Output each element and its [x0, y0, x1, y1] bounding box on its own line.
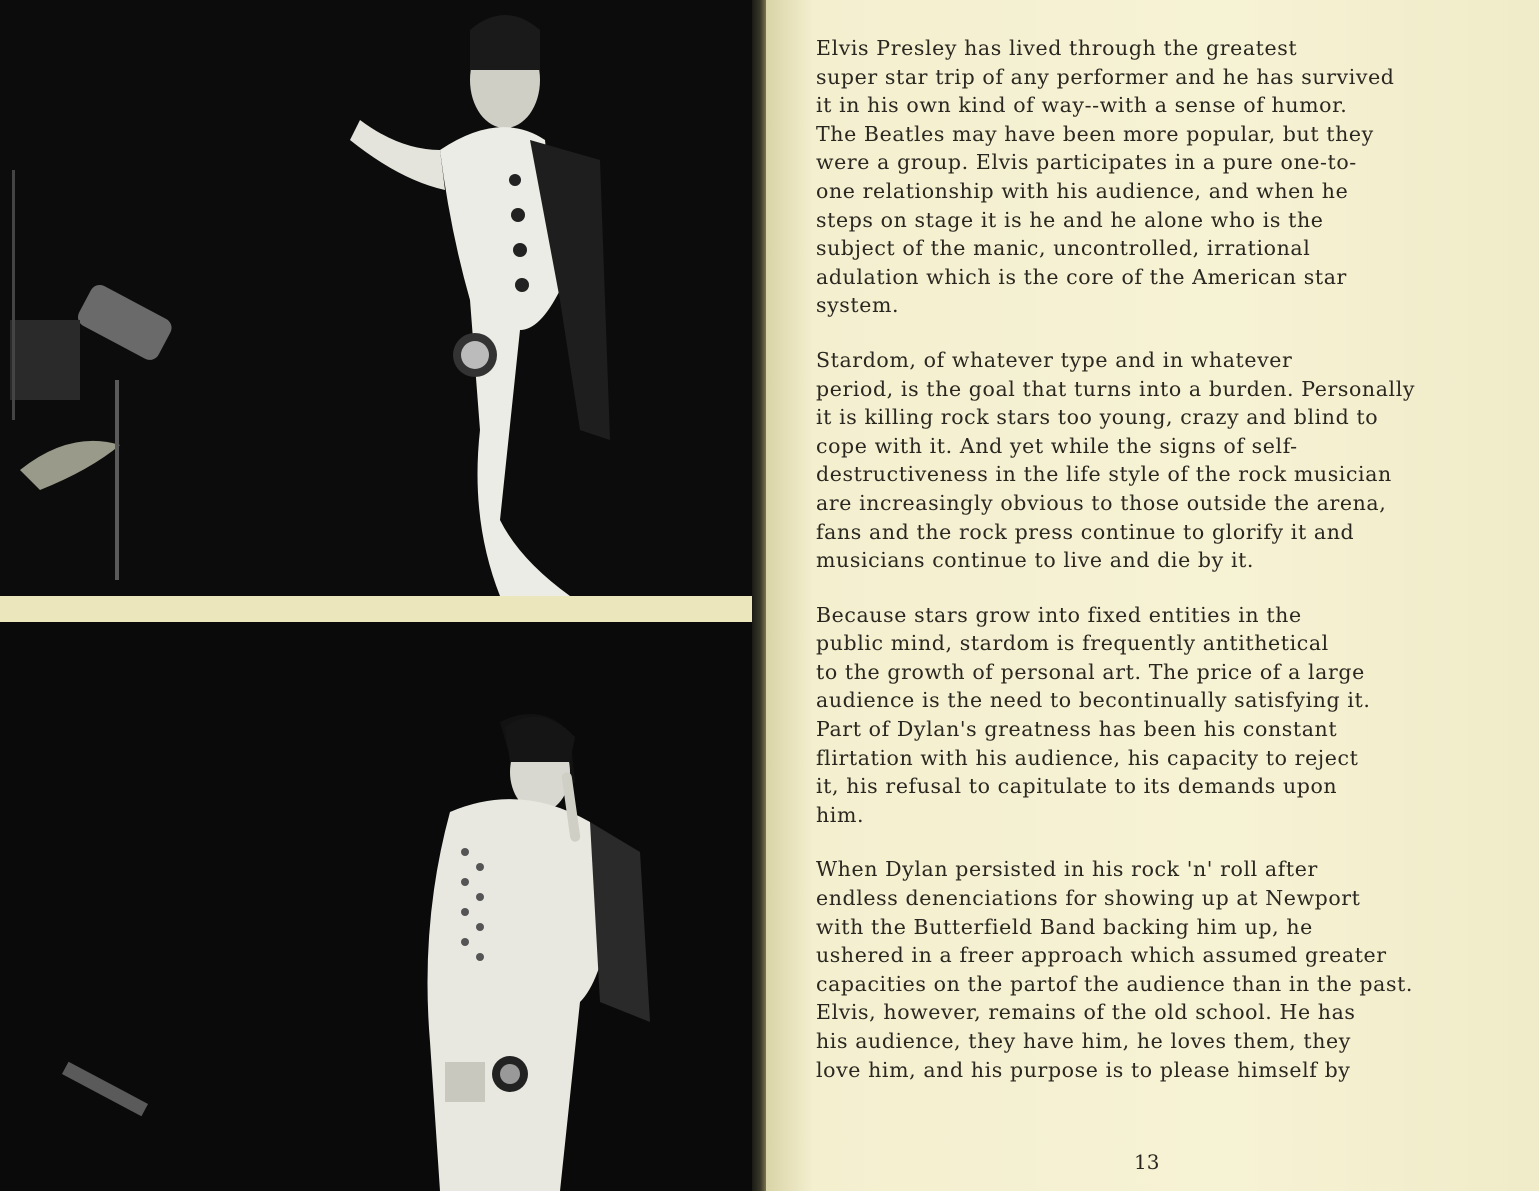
- photo-bottom: [0, 622, 752, 1191]
- body-text: [816, 34, 1528, 1110]
- paragraph-2: Stardom, of whatever type and in whatever period, is the goal that turns into a burden. Personally it is killing rock stars too young, crazy and blind to cope with it. And yet while the signs of self- destructiveness in the life style of the rock musician are increasingly obvious to those outside the arena, fans and the rock press continue to glorify it and musicians continue to live and die by it.: [816, 347, 1416, 573]
- page-number: 13: [1134, 1150, 1160, 1174]
- paragraph-1: Elvis Presley has lived through the greatest super star trip of any performer and he has survived it in his own kind of way--with a sense of humor. The Beatles may have been more popular, but they were a group. Elvis participates in a pure one-to- one relationship with his audience, and when he steps on stage it is he and he alone who is the subject of the manic, uncontrolled, irrational adulation which is the core of the American star system.: [816, 36, 1395, 318]
- photo-top: [0, 0, 752, 596]
- performer-with-microphone-icon: [0, 622, 752, 1191]
- right-page: [766, 0, 1539, 1191]
- left-page: [0, 0, 752, 1191]
- paragraph-3: Because stars grow into fixed entities in the public mind, stardom is frequently antithetical to the growth of personal art. The price of a large audience is the need to becontinually satisfying it. Part of Dylan's greatness has been his constant flirtation with his audience, his capacity to reject it, his refusal to capitulate to its demands upon him.: [816, 602, 1371, 827]
- book-gutter: [752, 0, 766, 1191]
- paragraph-4: When Dylan persisted in his rock 'n' roll after endless denenciations for showing up at Newport with the Butterfield Band backing him up, he ushered in a freer approach which assumed greater capacities on the partof the audience than in the past. Elvis, however, remains of the old school. He has his audience, they have him, he loves them, they love him, and his purpose is to please himself by: [816, 857, 1414, 1082]
- performer-photo-icon: [0, 0, 752, 596]
